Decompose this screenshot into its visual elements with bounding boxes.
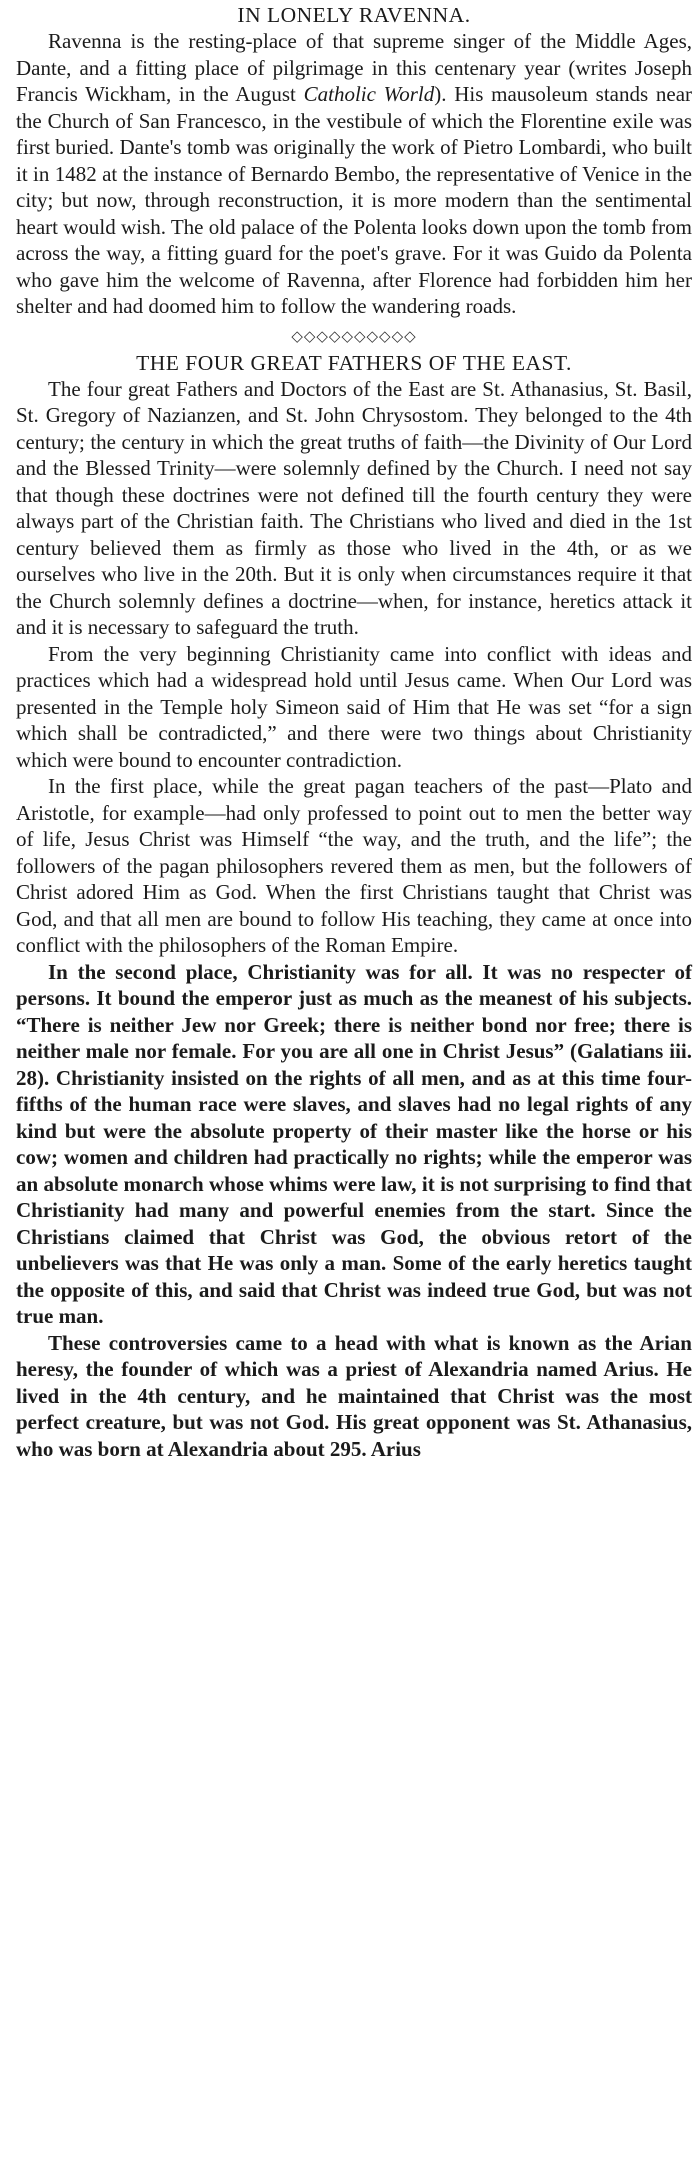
article-four-great-fathers (16, 350, 692, 1463)
paragraph-text: Ravenna is the resting-place of that supreme singer of the Middle Ages, Dante, and a fitting place of pilgrimage in this centenary year (writes Joseph Francis Wickham, in the August (16, 29, 692, 106)
article-paragraph: These controversies came to a head with what is known as the Arian heresy, the founder of which was a priest of Alexandria named Arius. He lived in the 4th century, and he maintained that Christ was the most perfect creature, but was not God. His great opponent was St. Athanasius, who was born at Alexandria about 295. Arius (16, 1330, 692, 1461)
article-paragraph: In the first place, while the great pagan teachers of the past—Plato and Aristotle, for example—had only professed to point out to men the better way of life, Jesus Christ was Himself “the way, and the truth, and the life”; the followers of the pagan philosophers revered them as men, but the followers of Christ adored Him as God. When the first Christians taught that Christ was God, and that all men are bound to follow His teaching, they came at once into conflict with the philosophers of the Roman Empire. (16, 774, 692, 957)
article-paragraph: In the second place, Christianity was for all. It was no respecter of persons. It bound the emperor just as much as the meanest of his subjects. “There is neither Jew nor Greek; there is neither bond nor free; there is neither male nor female. For you are all one in Christ Jesus” (Galatians iii. 28). Christianity insisted on the rights of all men, and as at this time four-fifths of the human race were slaves, and slaves had no legal rights of any kind but were the absolute property of their master like the horse or his cow; women and children had practically no rights; while the emperor was an absolute monarch whose whims were law, it is not surprising to find that Christianity had many and powerful enemies from the start. Since the Christians claimed that Christ was God, the obvious retort of the unbelievers was that He was only a man. Some of the early heretics taught the opposite of this, and said that Christ was indeed true God, but was not true man. (16, 959, 692, 1328)
article-in-lonely-ravenna (16, 2, 692, 320)
section-divider-ornament: ◇◇◇◇◇◇◇◇◇◇ (291, 328, 417, 345)
magazine-title: Catholic World (303, 82, 435, 106)
article-paragraph: From the very beginning Christianity came into conflict with ideas and practices which had a widespread hold until Jesus came. When Our Lord was presented in the Temple holy Simeon said of Him that He was set “for a sign which shall be contradicted,” and there were two things about Christianity which were bound to encounter contradiction. (16, 641, 692, 772)
article-title: IN LONELY RAVENNA. (237, 3, 471, 27)
article-title: THE FOUR GREAT FATHERS OF THE EAST. (136, 350, 572, 375)
article-paragraph (16, 28, 692, 320)
article-column (16, 0, 692, 1462)
paragraph-text: ). His mausoleum stands near the Church of San Francesco, in the vestibule of which the Florentine exile was first buried. Dante's tomb was originally the work of Pietro Lombardi, who built it in 1482 at the instance of Bernardo Bembo, the representative of Venice in the city; but now, through reconstruction, it is more modern than the sentimental heart would wish. The old palace of the Polenta looks down upon the tomb from across the way, a fitting guard for the poet's grave. For it was Guido da Polenta who gave him the welcome of Ravenna, after Florence had forbidden him her shelter and had doomed him to follow the wandering roads. (16, 82, 693, 318)
bold-text-section (16, 959, 692, 1463)
article-paragraph: The four great Fathers and Doctors of the East are St. Athanasius, St. Basil, St. Gregory of Nazianzen, and St. John Chrysostom. They belonged to the 4th century; the century in which the great truths of faith—the Divinity of Our Lord and the Blessed Trinity—were solemnly defined by the Church. I need not say that though these doctrines were not defined till the fourth century they were always part of the Christian faith. The Christians who lived and died in the 1st century believed them as firmly as those who lived in the 4th, or as we ourselves who live in the 20th. But it is only when circumstances require it that the Church solemnly defines a doctrine—when, for instance, heretics attack it and it is necessary to safeguard the truth. (16, 376, 692, 639)
